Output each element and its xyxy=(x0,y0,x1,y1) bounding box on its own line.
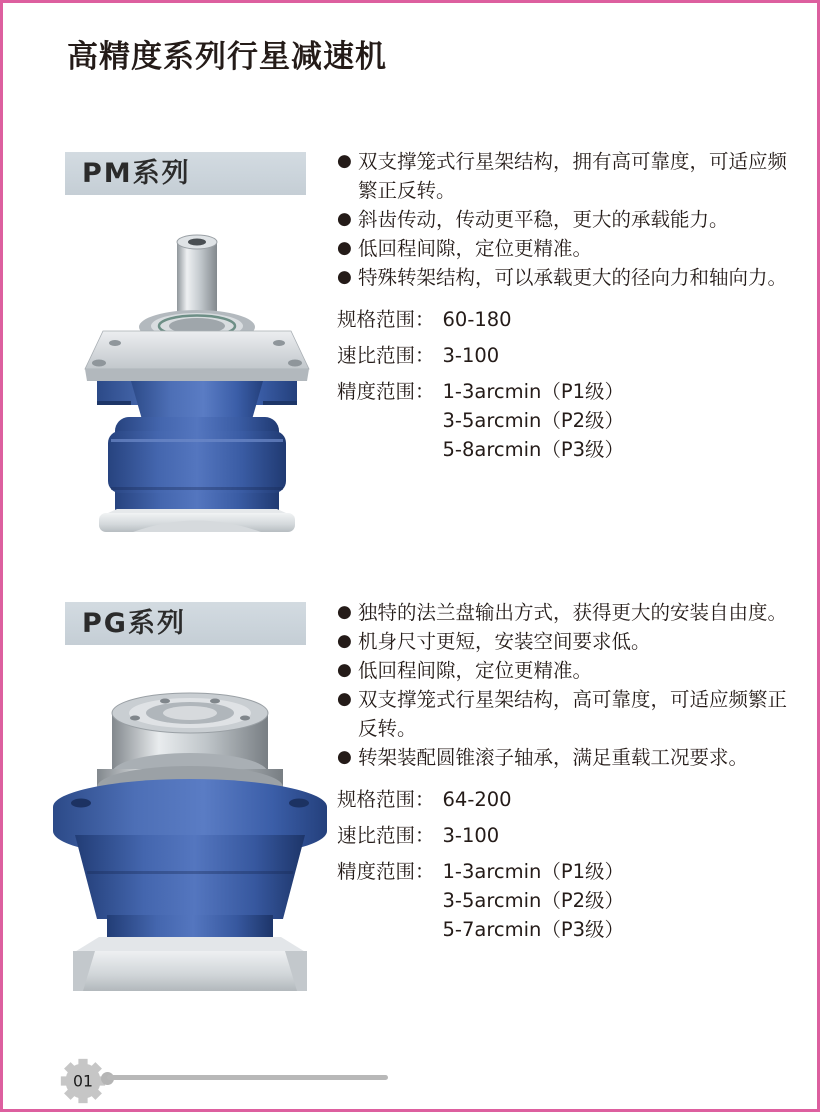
spec-label: 速比范围： xyxy=(337,824,435,847)
spec-value: 5-7arcmin（P3级） xyxy=(442,918,625,941)
bullet-text: 双支撑笼式行星架结构，高可靠度，可适应频繁正反转。 xyxy=(358,688,788,740)
list-item xyxy=(337,685,795,743)
bullet-icon: ● xyxy=(337,747,352,767)
series-label-pg-text: PG系列 xyxy=(82,608,186,639)
bullet-icon: ● xyxy=(337,151,352,171)
pm-feature-column xyxy=(337,147,795,471)
spec-label: 规格范围： xyxy=(337,308,435,331)
series-label-pg xyxy=(65,602,306,645)
spec-value: 5-8arcmin（P3级） xyxy=(442,438,625,461)
spec-value: 1-3arcmin（P1级） xyxy=(442,860,625,883)
spec-row xyxy=(337,857,795,944)
bullet-text: 双支撑笼式行星架结构，拥有高可靠度，可适应频繁正反转。 xyxy=(358,150,788,202)
spec-row xyxy=(337,341,795,370)
pg-gearbox-illustration xyxy=(45,685,337,993)
spec-value: 64-200 xyxy=(442,788,512,811)
pg-product-image xyxy=(45,685,337,993)
list-item xyxy=(337,263,795,292)
spec-value: 3-100 xyxy=(442,824,500,847)
gear-page-number-icon xyxy=(59,1057,107,1105)
bullet-text: 斜齿传动，传动更平稳，更大的承载能力。 xyxy=(358,208,729,231)
bullet-icon: ● xyxy=(337,660,352,680)
pm-spec-list xyxy=(337,305,795,464)
bullet-icon: ● xyxy=(337,631,352,651)
pg-spec-list xyxy=(337,785,795,944)
bullet-text: 机身尺寸更短，安装空间要求低。 xyxy=(358,630,651,653)
series-label-pm-text: PM系列 xyxy=(82,158,191,189)
spec-label: 规格范围： xyxy=(337,788,435,811)
list-item xyxy=(337,147,795,205)
bullet-text: 独特的法兰盘输出方式，获得更大的安装自由度。 xyxy=(358,601,788,624)
pm-gearbox-illustration xyxy=(71,225,333,533)
bullet-text: 特殊转架结构，可以承载更大的径向力和轴向力。 xyxy=(358,266,788,289)
list-item xyxy=(337,627,795,656)
list-item xyxy=(337,234,795,263)
spec-label: 精度范围： xyxy=(337,860,435,883)
bullet-text: 低回程间隙，定位更精准。 xyxy=(358,659,593,682)
spec-value: 3-100 xyxy=(442,344,500,367)
spec-row xyxy=(337,305,795,334)
list-item xyxy=(337,205,795,234)
bullet-icon: ● xyxy=(337,267,352,287)
pg-feature-column xyxy=(337,598,795,951)
spec-row xyxy=(337,377,795,464)
spec-label: 速比范围： xyxy=(337,344,435,367)
pm-bullet-list xyxy=(337,147,795,292)
bullet-icon: ● xyxy=(337,238,352,258)
spec-value: 60-180 xyxy=(442,308,512,331)
list-item xyxy=(337,743,795,772)
spec-value: 3-5arcmin（P2级） xyxy=(442,889,625,912)
page-title: 高精度系列行星减速机 xyxy=(67,39,387,75)
pm-product-image xyxy=(71,225,333,533)
bullet-text: 低回程间隙，定位更精准。 xyxy=(358,237,593,260)
footer-divider xyxy=(107,1075,388,1080)
list-item xyxy=(337,656,795,685)
list-item xyxy=(337,598,795,627)
series-label-pm xyxy=(65,152,306,195)
bullet-icon: ● xyxy=(337,689,352,709)
spec-value: 3-5arcmin（P2级） xyxy=(442,409,625,432)
bullet-icon: ● xyxy=(337,209,352,229)
bullet-text: 转架装配圆锥滚子轴承，满足重载工况要求。 xyxy=(358,746,749,769)
pg-bullet-list xyxy=(337,598,795,772)
spec-label: 精度范围： xyxy=(337,380,435,403)
spec-value: 1-3arcmin（P1级） xyxy=(442,380,625,403)
spec-row xyxy=(337,785,795,814)
spec-row xyxy=(337,821,795,850)
page-number: 01 xyxy=(73,1071,93,1091)
bullet-icon: ● xyxy=(337,602,352,622)
